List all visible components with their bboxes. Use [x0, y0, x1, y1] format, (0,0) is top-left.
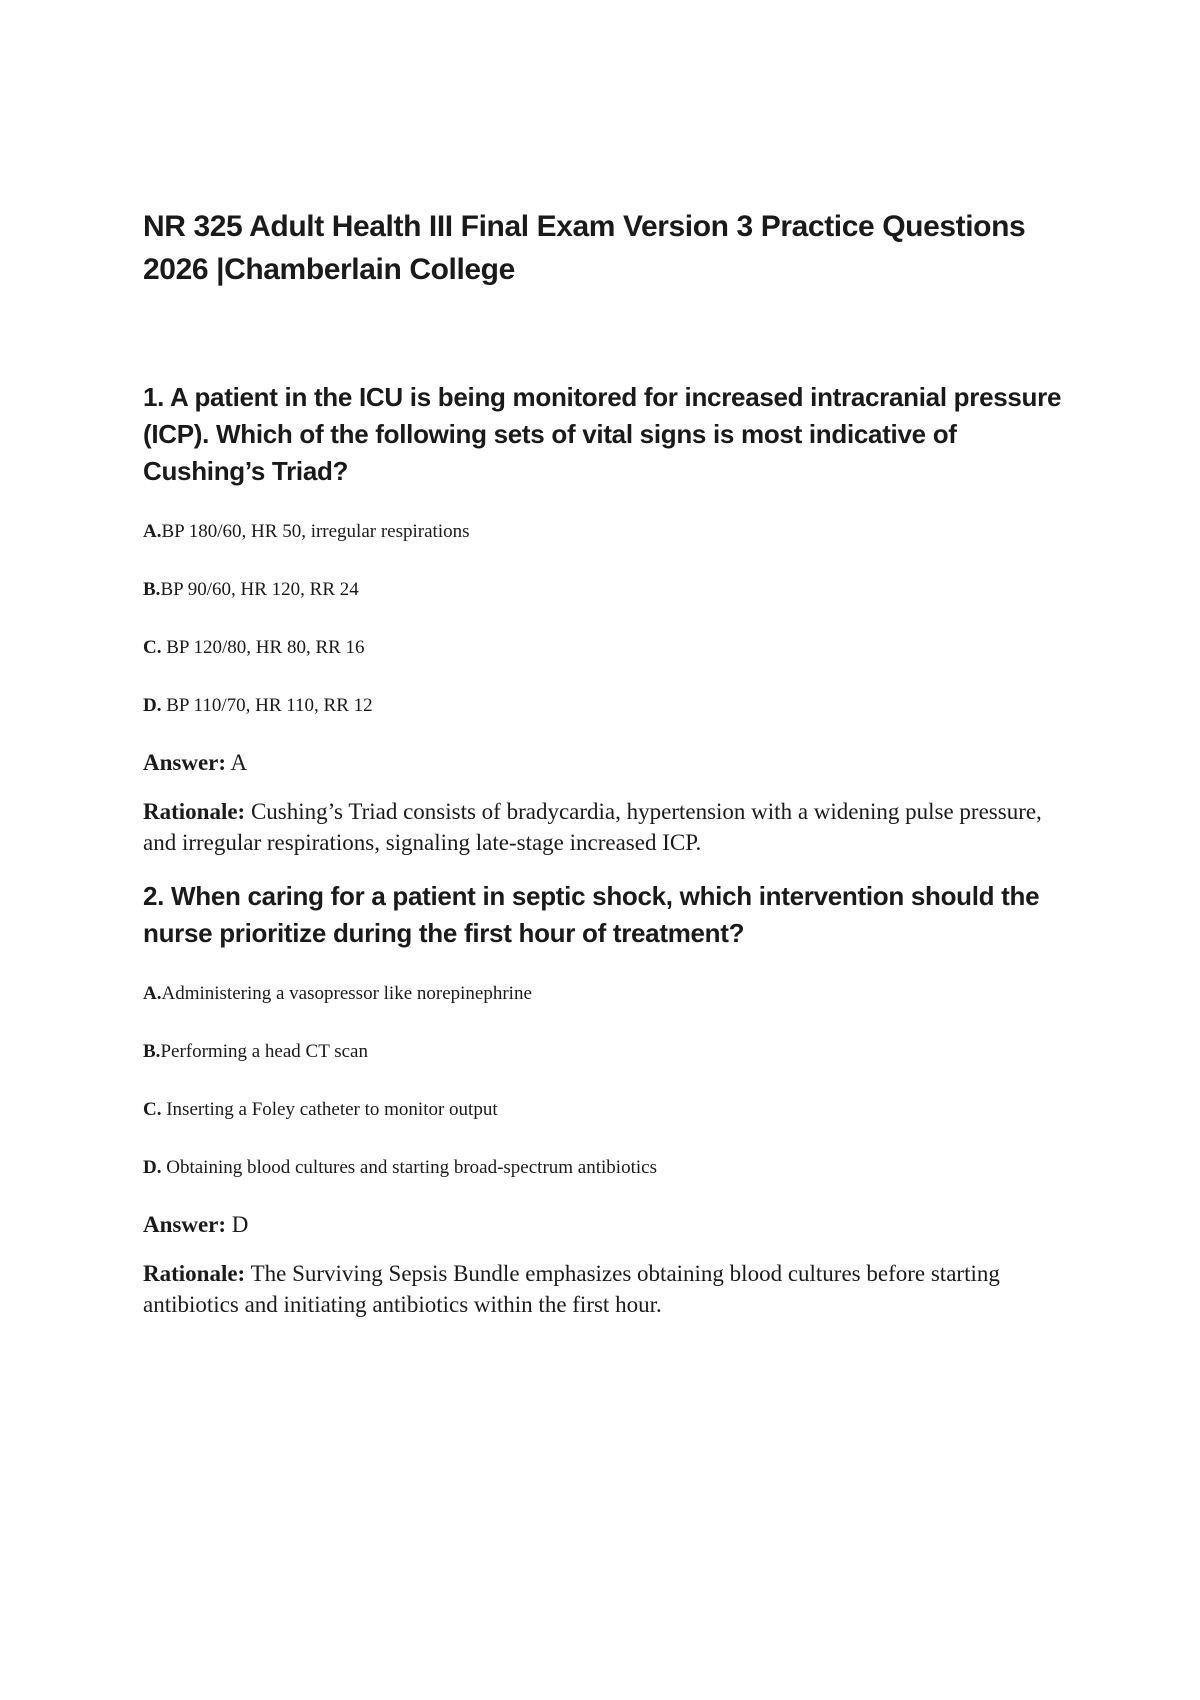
option-text: Inserting a Foley catheter to monitor output — [166, 1099, 498, 1120]
option-text: Obtaining blood cultures and starting broad-spectrum antibiotics — [166, 1157, 657, 1178]
answer-label: Answer: — [143, 750, 227, 775]
rationale-label: Rationale: — [143, 799, 246, 824]
option-letter: A. — [143, 983, 162, 1004]
question-2-answer — [143, 1210, 1063, 1240]
option-letter: D. — [143, 1157, 162, 1178]
question-1-option-c — [143, 636, 1063, 660]
document-content — [143, 205, 1063, 1340]
option-text: BP 180/60, HR 50, irregular respirations — [161, 521, 470, 542]
option-letter: C. — [143, 637, 162, 658]
rationale-text: The Surviving Sepsis Bundle emphasizes obtaining blood cultures before starting antibiotics and initiating antibiotics within the first hour. — [143, 1261, 1000, 1317]
question-2 — [143, 878, 1063, 1320]
question-1-text: 1. A patient in the ICU is being monitored for increased intracranial pressure (ICP). Which of the following sets of vital signs is most indicative of Cushing’s Triad? — [143, 382, 1062, 486]
question-1-option-d — [143, 694, 1063, 718]
question-1-answer — [143, 748, 1063, 778]
answer-value: A — [230, 750, 248, 775]
answer-label: Answer: — [143, 1212, 227, 1237]
option-letter: B. — [143, 579, 161, 600]
document-title: NR 325 Adult Health III Final Exam Version 3 Practice Questions 2026 |Chamberlain College — [143, 210, 1026, 286]
question-1-option-a — [143, 520, 1063, 544]
question-2-option-b — [143, 1040, 1063, 1064]
question-1-rationale — [143, 796, 1063, 858]
option-letter: A. — [143, 521, 162, 542]
question-2-option-d — [143, 1156, 1063, 1180]
option-text: BP 110/70, HR 110, RR 12 — [166, 695, 373, 716]
rationale-label: Rationale: — [143, 1261, 246, 1286]
option-text: BP 90/60, HR 120, RR 24 — [160, 579, 359, 600]
option-letter: C. — [143, 1099, 162, 1120]
option-text: BP 120/80, HR 80, RR 16 — [166, 637, 365, 658]
answer-value: D — [231, 1212, 249, 1237]
question-2-options — [143, 982, 1063, 1180]
option-text: Performing a head CT scan — [160, 1041, 368, 1062]
rationale-text: Cushing’s Triad consists of bradycardia, hypertension with a widening pulse pressure, and irregular respirations, signaling late-stage increased ICP. — [143, 799, 1042, 855]
question-1 — [143, 379, 1063, 858]
option-text: Administering a vasopressor like norepinephrine — [161, 983, 532, 1004]
option-letter: D. — [143, 695, 162, 716]
question-2-rationale — [143, 1258, 1063, 1320]
question-2-option-a — [143, 982, 1063, 1006]
question-1-options — [143, 520, 1063, 718]
option-letter: B. — [143, 1041, 161, 1062]
question-1-option-b — [143, 578, 1063, 602]
question-2-text: 2. When caring for a patient in septic shock, which intervention should the nurse prioritize during the first hour of treatment? — [143, 881, 1040, 948]
question-2-option-c — [143, 1098, 1063, 1122]
